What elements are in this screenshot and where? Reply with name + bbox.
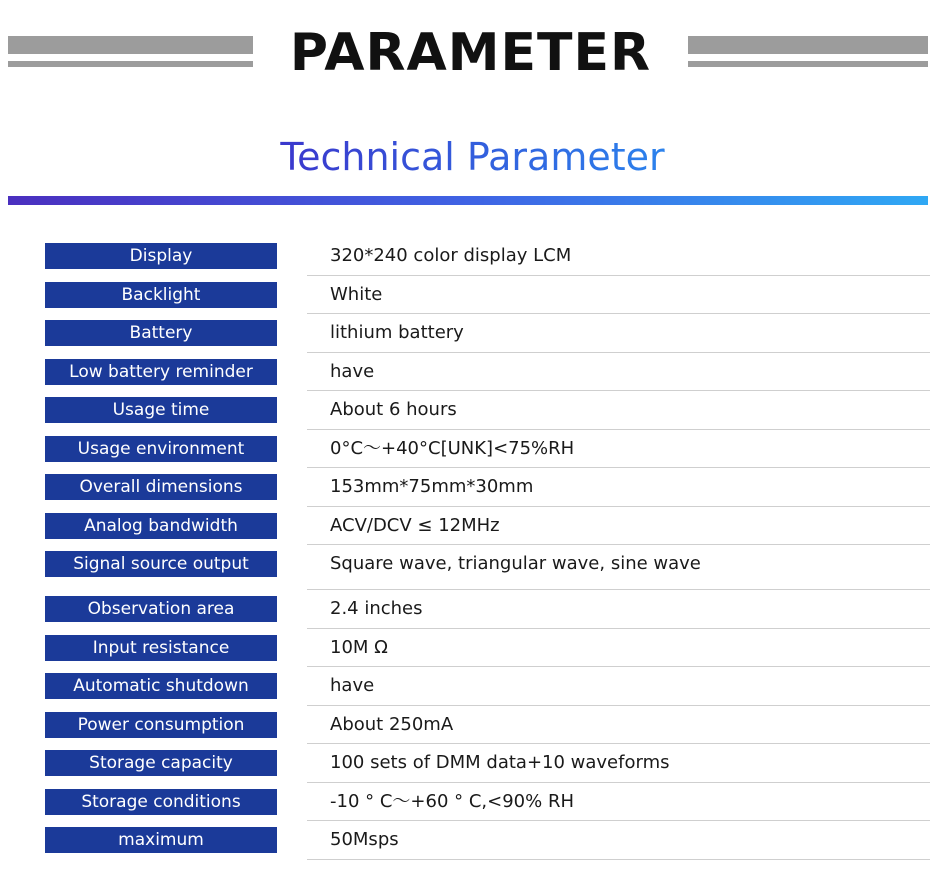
parameter-value: 320*240 color display LCM [330, 245, 572, 266]
parameter-label: Overall dimensions [45, 474, 277, 500]
parameter-value: lithium battery [330, 322, 464, 343]
row-divider [307, 628, 930, 629]
parameter-label: Usage time [45, 397, 277, 423]
parameter-row [45, 707, 930, 746]
right-thin-bar [688, 61, 928, 67]
parameter-row [45, 630, 930, 669]
parameter-table [45, 238, 930, 861]
left-thin-bar [8, 61, 253, 67]
right-thick-bar [688, 36, 928, 54]
parameter-label: Input resistance [45, 635, 277, 661]
parameter-value: 50Msps [330, 829, 399, 850]
row-divider [307, 705, 930, 706]
parameter-label: Signal source output [45, 551, 277, 577]
parameter-row [45, 668, 930, 707]
parameter-label: Observation area [45, 596, 277, 622]
parameter-value: have [330, 360, 375, 382]
parameter-label: Battery [45, 320, 277, 346]
gradient-divider [8, 196, 928, 205]
row-divider [307, 782, 930, 783]
parameter-value: 100 sets of DMM data+10 waveforms [330, 752, 670, 773]
parameter-value: 2.4 inches [330, 598, 423, 619]
row-divider [307, 390, 930, 391]
parameter-label: Storage conditions [45, 789, 277, 815]
parameter-value: 153mm*75mm*30mm [330, 476, 534, 497]
parameter-label: Storage capacity [45, 750, 277, 776]
row-divider [307, 467, 930, 468]
row-divider [307, 589, 930, 590]
parameter-label: Automatic shutdown [45, 673, 277, 699]
row-divider [307, 506, 930, 507]
parameter-value: 0°C～+40°C[UNK]<75%RH [330, 437, 575, 459]
parameter-row [45, 469, 930, 508]
parameter-row [45, 745, 930, 784]
parameter-row [45, 546, 930, 591]
row-divider [307, 313, 930, 314]
parameter-row [45, 591, 930, 630]
parameter-row [45, 508, 930, 547]
right-decorative-bars [688, 36, 928, 68]
parameter-value: About 6 hours [330, 399, 457, 420]
parameter-value: -10 ° C～+60 ° C,<90% RH [330, 790, 574, 812]
parameter-label: Low battery reminder [45, 359, 277, 385]
parameter-value: Square wave, triangular wave, sine wave [330, 553, 701, 574]
parameter-row [45, 315, 930, 354]
parameter-value: have [330, 675, 375, 696]
parameter-label: Power consumption [45, 712, 277, 738]
row-divider [307, 544, 930, 545]
page-title: PARAMETER [289, 23, 652, 83]
parameter-value: About 250mA [330, 713, 454, 735]
row-divider [307, 352, 930, 353]
parameter-value: 10M Ω [330, 636, 388, 658]
left-thick-bar [8, 36, 253, 54]
parameter-value: ACV/DCV ≤ 12MHz [330, 514, 500, 536]
parameter-value: White [330, 283, 383, 305]
row-divider [307, 666, 930, 667]
row-divider [307, 859, 930, 860]
header [0, 0, 945, 100]
parameter-row [45, 431, 930, 470]
parameter-label: Display [45, 243, 277, 269]
section-subtitle: Technical Parameter [0, 132, 945, 182]
parameter-row [45, 277, 930, 316]
row-divider [307, 429, 930, 430]
parameter-row [45, 392, 930, 431]
left-decorative-bars [8, 36, 253, 68]
row-divider [307, 743, 930, 744]
parameter-label: Analog bandwidth [45, 513, 277, 539]
parameter-label: Backlight [45, 282, 277, 308]
row-divider [307, 820, 930, 821]
parameter-row [45, 238, 930, 277]
parameter-label: maximum [45, 827, 277, 853]
parameter-row [45, 784, 930, 823]
row-divider [307, 275, 930, 276]
parameter-label: Usage environment [45, 436, 277, 462]
parameter-row [45, 822, 930, 861]
parameter-row [45, 354, 930, 393]
